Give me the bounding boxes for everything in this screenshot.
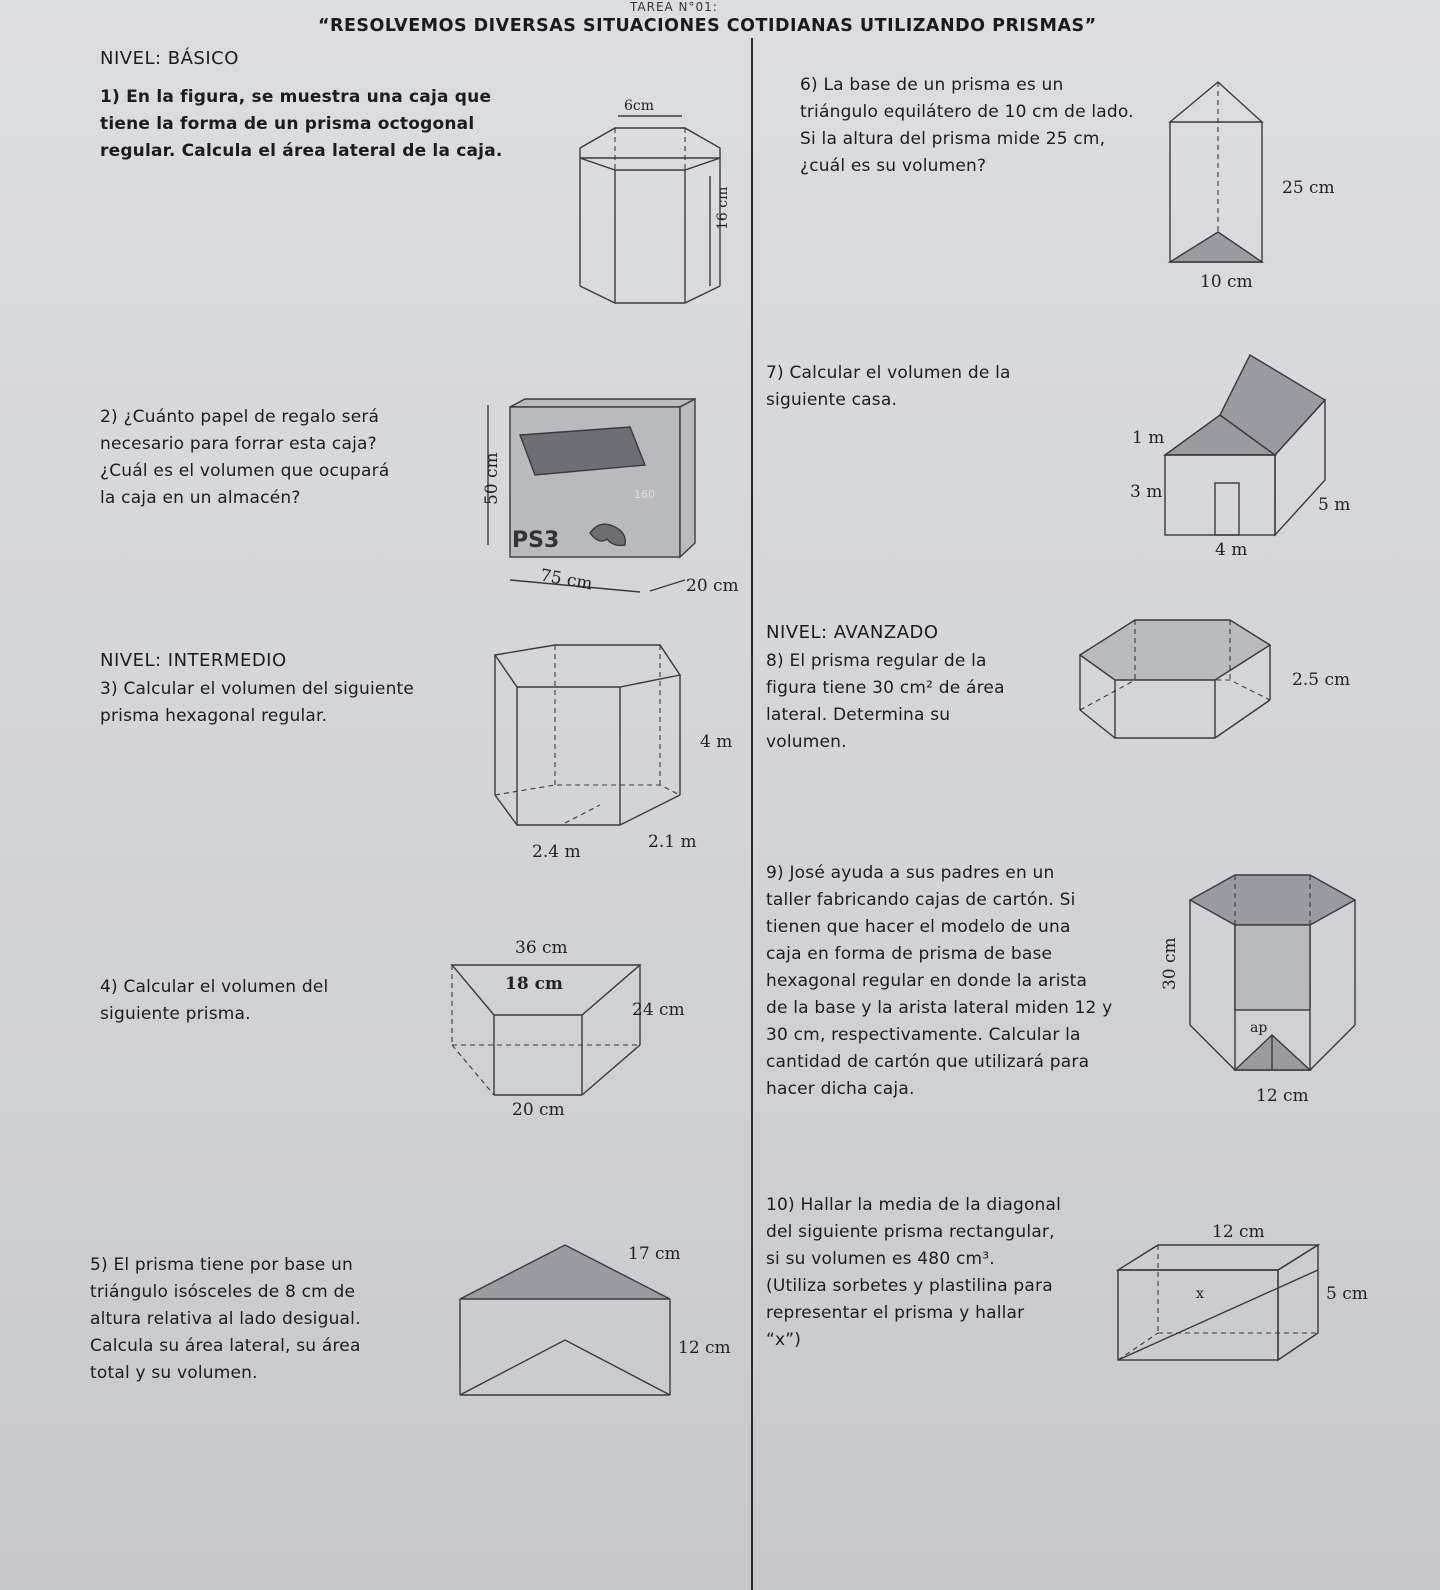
p3-height-label: 4 m bbox=[700, 732, 733, 752]
p4-bottom-label: 20 cm bbox=[512, 1100, 565, 1120]
problem-9-text: 9) José ayuda a sus padres en un taller fabricando cajas de cartón. Si tienen que hacer el modelo de una caja en forma de prisma de base hexagonal regular en donde la arista de la base y la arista lateral miden 12 y 30 cm, respectivamente. Calcular la cantidad de cartón que utilizará para hacer dicha caja. bbox=[766, 863, 1113, 1099]
ps3-logo: PS3 bbox=[512, 528, 560, 553]
problem-8-text: 8) El prisma regular de la figura tiene 30 cm² de área lateral. Determina su volumen. bbox=[766, 651, 1005, 752]
house-prism-figure bbox=[1165, 355, 1340, 555]
p4-right-label: 24 cm bbox=[632, 1000, 685, 1020]
p5-right-label: 12 cm bbox=[678, 1338, 731, 1358]
ps3-badge: 160 bbox=[634, 488, 655, 501]
p9-apothem-label: ap bbox=[1250, 1020, 1268, 1036]
hexagonal-prism-figure bbox=[495, 645, 705, 845]
p9-height-label: 30 cm bbox=[1160, 937, 1180, 990]
p10-diagonal-label: x bbox=[1196, 1286, 1204, 1302]
p1-height-label: 16 cm bbox=[715, 186, 731, 230]
p7-width-label: 4 m bbox=[1215, 540, 1248, 560]
p2-height-label: 50 cm bbox=[482, 452, 502, 505]
triangular-base-prism-figure bbox=[1170, 82, 1270, 272]
p6-base-label: 10 cm bbox=[1200, 272, 1253, 292]
regular-hexagonal-prism-figure bbox=[1080, 620, 1280, 750]
p7-wall-label: 3 m bbox=[1130, 482, 1163, 502]
p2-width-label: 20 cm bbox=[686, 576, 739, 596]
ps3-box-figure bbox=[480, 395, 710, 595]
problem-1-text: 1) En la figura, se muestra una caja que tiene la forma de un prisma octogonal regular. Calcula el área lateral de la caja. bbox=[100, 87, 503, 161]
problem-3-text: 3) Calcular el volumen del siguiente prisma hexagonal regular. bbox=[100, 679, 415, 726]
problem-2-text: 2) ¿Cuánto papel de regalo será necesario para forrar esta caja? ¿Cuál es el volumen que ocupará la caja en un almacén? bbox=[100, 407, 390, 508]
p4-inner-label: 18 cm bbox=[505, 974, 563, 994]
octagonal-prism-figure bbox=[570, 118, 730, 318]
level-intermediate-heading: NIVEL: INTERMEDIO bbox=[100, 650, 287, 671]
problem-6-text: 6) La base de un prisma es un triángulo equilátero de 10 cm de lado. Si la altura del prisma mide 25 cm, ¿cuál es su volumen? bbox=[800, 75, 1134, 176]
p3-side-label: 2.4 m bbox=[532, 842, 581, 862]
level-basic-heading: NIVEL: BÁSICO bbox=[100, 48, 239, 69]
assignment-number: TAREA N°01: bbox=[630, 0, 718, 14]
p3-apothem-label: 2.1 m bbox=[648, 832, 697, 852]
problem-5-text: 5) El prisma tiene por base un triángulo isósceles de 8 cm de altura relativa al lado desigual. Calcula su área lateral, su área total y su volumen. bbox=[90, 1255, 361, 1383]
p2-length-label: 75 cm bbox=[538, 565, 595, 595]
level-advanced-heading: NIVEL: AVANZADO bbox=[766, 622, 939, 643]
p4-top-label: 36 cm bbox=[515, 938, 568, 958]
p5-top-label: 17 cm bbox=[628, 1244, 681, 1264]
rectangular-prism-figure bbox=[1118, 1245, 1328, 1365]
hexagonal-box-figure bbox=[1190, 875, 1360, 1085]
p7-roof-label: 1 m bbox=[1132, 428, 1165, 448]
page-title: “RESOLVEMOS DIVERSAS SITUACIONES COTIDIANAS UTILIZANDO PRISMAS” bbox=[318, 16, 1097, 36]
p10-top-label: 12 cm bbox=[1212, 1222, 1265, 1242]
p1-top-label: 6cm bbox=[624, 98, 655, 114]
p6-height-label: 25 cm bbox=[1282, 178, 1335, 198]
p9-base-label: 12 cm bbox=[1256, 1086, 1309, 1106]
p10-right-label: 5 cm bbox=[1326, 1284, 1368, 1304]
problem-7-text: 7) Calcular el volumen de la siguiente casa. bbox=[766, 363, 1011, 410]
column-divider bbox=[751, 38, 753, 1590]
problem-10-text: 10) Hallar la media de la diagonal del siguiente prisma rectangular, si su volumen es 480 cm³. (Utiliza sorbetes y plastilina para representar el prisma y hallar “x”) bbox=[766, 1195, 1062, 1350]
problem-4-text: 4) Calcular el volumen del siguiente prisma. bbox=[100, 977, 329, 1024]
p7-depth-label: 5 m bbox=[1318, 495, 1351, 515]
triangular-prism-figure bbox=[460, 1245, 675, 1405]
p8-height-label: 2.5 cm bbox=[1292, 670, 1351, 690]
